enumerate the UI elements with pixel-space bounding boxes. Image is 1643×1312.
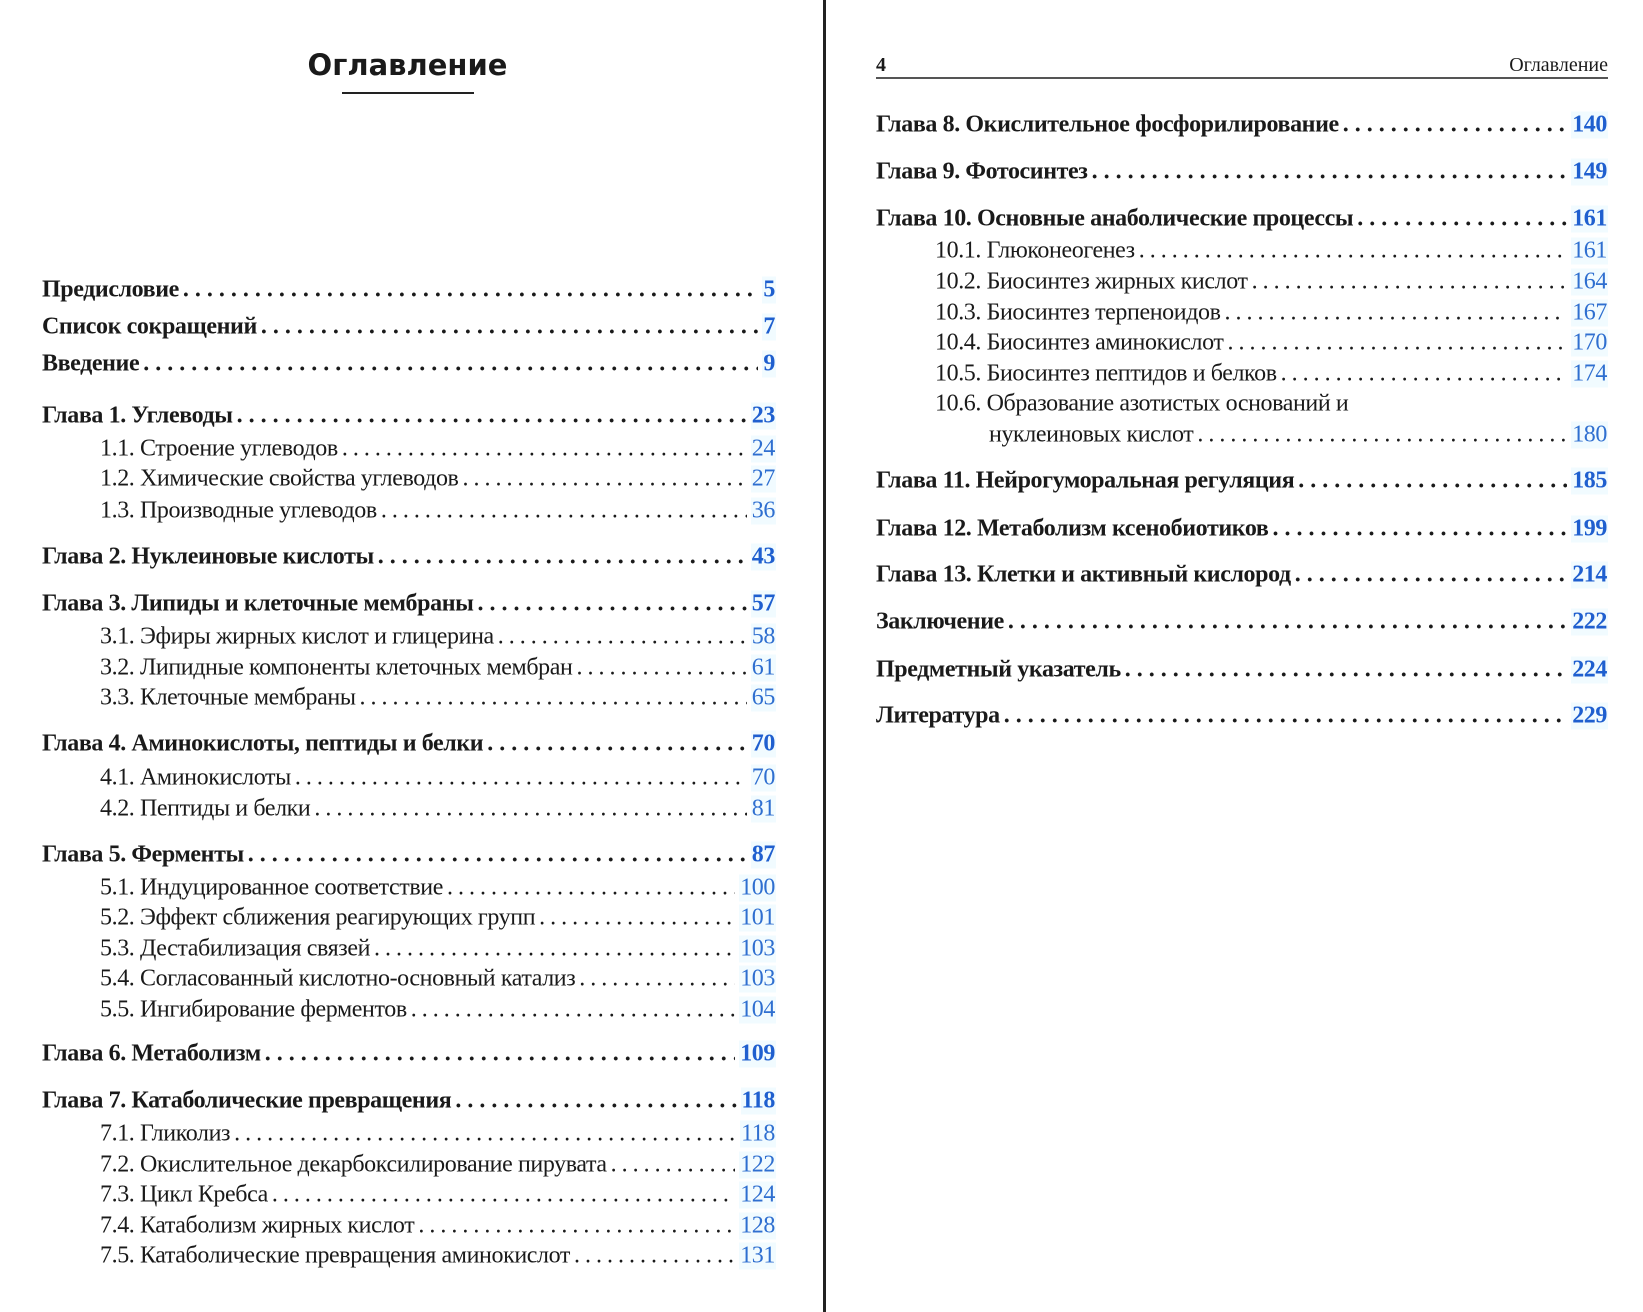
- toc-entry-title: 10.2. Биосинтез жирных кислот: [935, 268, 1248, 295]
- toc-page-number[interactable]: 185: [1572, 467, 1607, 494]
- toc-chapter-entry[interactable]: [42, 731, 776, 758]
- toc-entry-title: 5.3. Дестабилизация связей: [100, 935, 371, 962]
- toc-entry-title: 1.1. Строение углеводов: [100, 435, 338, 462]
- dot-leader: [265, 1041, 735, 1068]
- dot-leader: [261, 314, 758, 341]
- toc-page-number[interactable]: 167: [1572, 299, 1607, 326]
- toc-entry-title: Глава 9. Фотосинтез: [876, 158, 1088, 185]
- toc-chapter-entry[interactable]: [876, 206, 1608, 233]
- toc-section-entry[interactable]: [935, 391, 1348, 418]
- toc-page-number[interactable]: 161: [1572, 237, 1607, 264]
- toc-entry-title: 10.1. Глюконеогенез: [935, 237, 1135, 264]
- page-title: Оглавление: [307, 48, 508, 82]
- toc-entry-title: 5.2. Эффект сближения реагирующих групп: [100, 904, 536, 931]
- toc-section-entry[interactable]: [935, 330, 1608, 357]
- toc-entry-title: 3.3. Клеточные мембраны: [100, 684, 356, 711]
- dot-leader: [360, 685, 747, 712]
- dot-leader: [1008, 609, 1567, 636]
- toc-page-number[interactable]: 100: [740, 874, 775, 901]
- toc-page-number[interactable]: 161: [1572, 205, 1607, 232]
- toc-page-number[interactable]: 104: [740, 996, 775, 1023]
- dot-leader: [1197, 422, 1567, 449]
- toc-entry-title: Список сокращений: [42, 313, 257, 340]
- toc-page-number[interactable]: 57: [751, 590, 775, 617]
- toc-page-number[interactable]: 149: [1572, 158, 1607, 185]
- toc-page-number[interactable]: 9: [763, 350, 775, 377]
- toc-chapter-entry[interactable]: [876, 468, 1608, 495]
- toc-page-number[interactable]: 43: [751, 543, 775, 570]
- toc-page-number[interactable]: 224: [1572, 656, 1607, 683]
- toc-chapter-entry[interactable]: [42, 351, 776, 378]
- toc-entry-title: 1.2. Химические свойства углеводов: [100, 465, 459, 492]
- dot-leader: [462, 466, 746, 493]
- toc-entry-title: Глава 10. Основные анаболические процессы: [876, 205, 1354, 232]
- dot-leader: [1225, 300, 1568, 327]
- dot-leader: [574, 1243, 735, 1270]
- toc-section-entry[interactable]: [100, 1213, 776, 1240]
- toc-section-entry[interactable]: [100, 436, 776, 463]
- toc-entry-title: Глава 11. Нейрогуморальная регуляция: [876, 467, 1295, 494]
- toc-page-number[interactable]: 24: [751, 435, 775, 462]
- toc-page-number[interactable]: 131: [740, 1242, 775, 1269]
- dot-leader: [1281, 361, 1568, 388]
- toc-chapter-entry[interactable]: [42, 842, 776, 869]
- dot-leader: [418, 1213, 735, 1240]
- toc-chapter-entry[interactable]: [42, 1088, 776, 1115]
- toc-page-number[interactable]: 70: [751, 764, 775, 791]
- toc-page-number[interactable]: 109: [740, 1040, 775, 1067]
- toc-entry-title: нуклеиновых кислот: [989, 421, 1194, 448]
- toc-section-entry[interactable]: [935, 361, 1608, 388]
- toc-entry-title: 10.5. Биосинтез пептидов и белков: [935, 360, 1277, 387]
- dot-leader: [1272, 516, 1567, 543]
- toc-entry-title: Глава 13. Клетки и активный кислород: [876, 561, 1291, 588]
- toc-section-entry[interactable]: [100, 966, 776, 993]
- toc-page-number[interactable]: 214: [1572, 561, 1607, 588]
- dot-leader: [295, 765, 747, 792]
- toc-page-number[interactable]: 81: [751, 795, 775, 822]
- dot-leader: [342, 436, 747, 463]
- dot-leader: [477, 591, 746, 618]
- dot-leader: [314, 796, 746, 823]
- dot-leader: [1092, 159, 1568, 186]
- toc-chapter-entry[interactable]: [876, 703, 1608, 730]
- toc-chapter-entry[interactable]: [42, 314, 776, 341]
- dot-leader: [487, 731, 747, 758]
- toc-page-number[interactable]: 61: [751, 654, 775, 681]
- toc-entry-title: 5.5. Ингибирование ферментов: [100, 996, 407, 1023]
- dot-leader: [143, 351, 758, 378]
- toc-chapter-entry[interactable]: [42, 277, 776, 304]
- toc-page-number[interactable]: 65: [751, 684, 775, 711]
- toc-page-number[interactable]: 70: [751, 730, 775, 757]
- dot-leader: [455, 1088, 736, 1115]
- toc-section-entry[interactable]: [100, 1121, 776, 1148]
- dot-leader: [576, 655, 746, 682]
- toc-entry-title: Глава 6. Метаболизм: [42, 1040, 261, 1067]
- dot-leader: [237, 403, 747, 430]
- dot-leader: [611, 1152, 736, 1179]
- dot-leader: [539, 905, 735, 932]
- toc-chapter-entry[interactable]: [876, 657, 1608, 684]
- toc-page-number[interactable]: 27: [751, 465, 775, 492]
- toc-entry-title: 7.1. Гликолиз: [100, 1120, 231, 1147]
- toc-page-number[interactable]: 128: [740, 1212, 775, 1239]
- dot-leader: [374, 936, 735, 963]
- toc-entry-title: 4.1. Аминокислоты: [100, 764, 291, 791]
- dot-leader: [378, 544, 747, 571]
- toc-chapter-entry[interactable]: [876, 159, 1608, 186]
- toc-entry-title: Заключение: [876, 608, 1004, 635]
- toc-chapter-entry[interactable]: [42, 403, 776, 430]
- toc-section-entry[interactable]: [935, 269, 1608, 296]
- dot-leader: [1139, 238, 1567, 265]
- toc-entry-title: Глава 8. Окислительное фосфорилирование: [876, 111, 1339, 138]
- toc-page-number[interactable]: 180: [1572, 421, 1607, 448]
- dot-leader: [234, 1121, 736, 1148]
- dot-leader: [1228, 330, 1568, 357]
- toc-section-entry[interactable]: [100, 905, 776, 932]
- toc-page-number[interactable]: 58: [751, 623, 775, 650]
- toc-section-entry[interactable]: [989, 422, 1608, 449]
- toc-entry-title: 7.4. Катаболизм жирных кислот: [100, 1212, 415, 1239]
- toc-section-entry[interactable]: [100, 936, 776, 963]
- toc-section-entry[interactable]: [100, 685, 776, 712]
- toc-entry-title: Предисловие: [42, 276, 179, 303]
- toc-entry-title: Глава 1. Углеводы: [42, 402, 233, 429]
- toc-page-number[interactable]: 229: [1572, 702, 1607, 729]
- toc-page-number[interactable]: 222: [1572, 608, 1607, 635]
- toc-entry-title: 3.1. Эфиры жирных кислот и глицерина: [100, 623, 494, 650]
- toc-section-entry[interactable]: [100, 1182, 776, 1209]
- toc-entry-title: 3.2. Липидные компоненты клеточных мембран: [100, 654, 573, 681]
- toc-page-number[interactable]: 5: [763, 276, 775, 303]
- dot-leader: [1343, 112, 1567, 139]
- dot-leader: [183, 277, 759, 304]
- dot-leader: [498, 624, 747, 651]
- dot-leader: [1295, 562, 1567, 589]
- toc-page-number[interactable]: 199: [1572, 515, 1607, 542]
- toc-page-number[interactable]: 164: [1572, 268, 1607, 295]
- toc-page-number[interactable]: 101: [740, 904, 775, 931]
- toc-page-number[interactable]: 23: [751, 402, 775, 429]
- toc-section-entry[interactable]: [100, 765, 776, 792]
- dot-leader: [411, 997, 735, 1024]
- toc-section-entry[interactable]: [100, 875, 776, 902]
- toc-chapter-entry[interactable]: [876, 562, 1608, 589]
- toc-chapter-entry[interactable]: [876, 609, 1608, 636]
- dot-leader: [1357, 206, 1567, 233]
- toc-chapter-entry[interactable]: [42, 591, 776, 618]
- toc-chapter-entry[interactable]: [876, 112, 1608, 139]
- toc-page-number[interactable]: 103: [740, 965, 775, 992]
- toc-page-number[interactable]: 170: [1572, 329, 1607, 356]
- dot-leader: [248, 842, 747, 869]
- toc-page-number[interactable]: 124: [740, 1181, 775, 1208]
- title-underline: [342, 92, 474, 94]
- running-header-rule: [876, 77, 1608, 79]
- dot-leader: [579, 966, 735, 993]
- toc-entry-title: Глава 12. Метаболизм ксенобиотиков: [876, 515, 1269, 542]
- dot-leader: [1298, 468, 1567, 495]
- toc-entry-title: 10.4. Биосинтез аминокислот: [935, 329, 1224, 356]
- toc-page-number[interactable]: 122: [740, 1151, 775, 1178]
- toc-entry-title: Введение: [42, 350, 140, 377]
- toc-entry-title: Глава 2. Нуклеиновые кислоты: [42, 543, 374, 570]
- dot-leader: [1004, 703, 1567, 730]
- dot-leader: [381, 498, 747, 525]
- toc-chapter-entry[interactable]: [876, 516, 1608, 543]
- toc-entry-title: 5.1. Индуцированное соответствие: [100, 874, 443, 901]
- toc-entry-title: Глава 4. Аминокислоты, пептиды и белки: [42, 730, 484, 757]
- toc-entry-title: Литература: [876, 702, 1000, 729]
- toc-section-entry[interactable]: [935, 300, 1608, 327]
- running-title: Оглавление: [1509, 54, 1608, 76]
- toc-section-entry[interactable]: [100, 624, 776, 651]
- toc-chapter-entry[interactable]: [42, 544, 776, 571]
- toc-page-number[interactable]: 140: [1572, 111, 1607, 138]
- toc-page-number[interactable]: 118: [741, 1087, 775, 1114]
- toc-page-number[interactable]: 174: [1572, 360, 1607, 387]
- toc-entry-title: 7.5. Катаболические превращения аминокислот: [100, 1242, 570, 1269]
- toc-section-entry[interactable]: [100, 655, 776, 682]
- dot-leader: [447, 875, 735, 902]
- dot-leader: [1252, 269, 1568, 296]
- toc-entry-title: 1.3. Производные углеводов: [100, 497, 377, 524]
- toc-entry-title: Предметный указатель: [876, 656, 1121, 683]
- toc-page-number[interactable]: 87: [751, 841, 775, 868]
- toc-entry-title: 7.3. Цикл Кребса: [100, 1181, 268, 1208]
- toc-entry-title: Глава 5. Ферменты: [42, 841, 244, 868]
- toc-entry-title: 10.6. Образование азотистых оснований и: [935, 390, 1349, 417]
- toc-entry-title: Глава 3. Липиды и клеточные мембраны: [42, 590, 474, 617]
- toc-entry-title: 10.3. Биосинтез терпеноидов: [935, 299, 1221, 326]
- toc-section-entry[interactable]: [100, 466, 776, 493]
- toc-page-number[interactable]: 103: [740, 935, 775, 962]
- toc-section-entry[interactable]: [100, 997, 776, 1024]
- toc-section-entry[interactable]: [100, 796, 776, 823]
- toc-page-number[interactable]: 118: [741, 1120, 775, 1147]
- toc-entry-title: 7.2. Окислительное декарбоксилирование пирувата: [100, 1151, 607, 1178]
- toc-page-number[interactable]: 7: [763, 313, 775, 340]
- toc-entry-title: Глава 7. Катаболические превращения: [42, 1087, 452, 1114]
- toc-section-entry[interactable]: [100, 1243, 776, 1270]
- toc-page-number[interactable]: 36: [751, 497, 775, 524]
- page-gutter-divider: [823, 0, 826, 1312]
- running-page-number: 4: [876, 54, 886, 76]
- toc-section-entry[interactable]: [935, 238, 1608, 265]
- dot-leader: [272, 1182, 735, 1209]
- toc-chapter-entry[interactable]: [42, 1041, 776, 1068]
- dot-leader: [1125, 657, 1567, 684]
- toc-section-entry[interactable]: [100, 1152, 776, 1179]
- toc-section-entry[interactable]: [100, 498, 776, 525]
- toc-entry-title: 5.4. Согласованный кислотно-основный катализ: [100, 965, 576, 992]
- toc-entry-title: 4.2. Пептиды и белки: [100, 795, 311, 822]
